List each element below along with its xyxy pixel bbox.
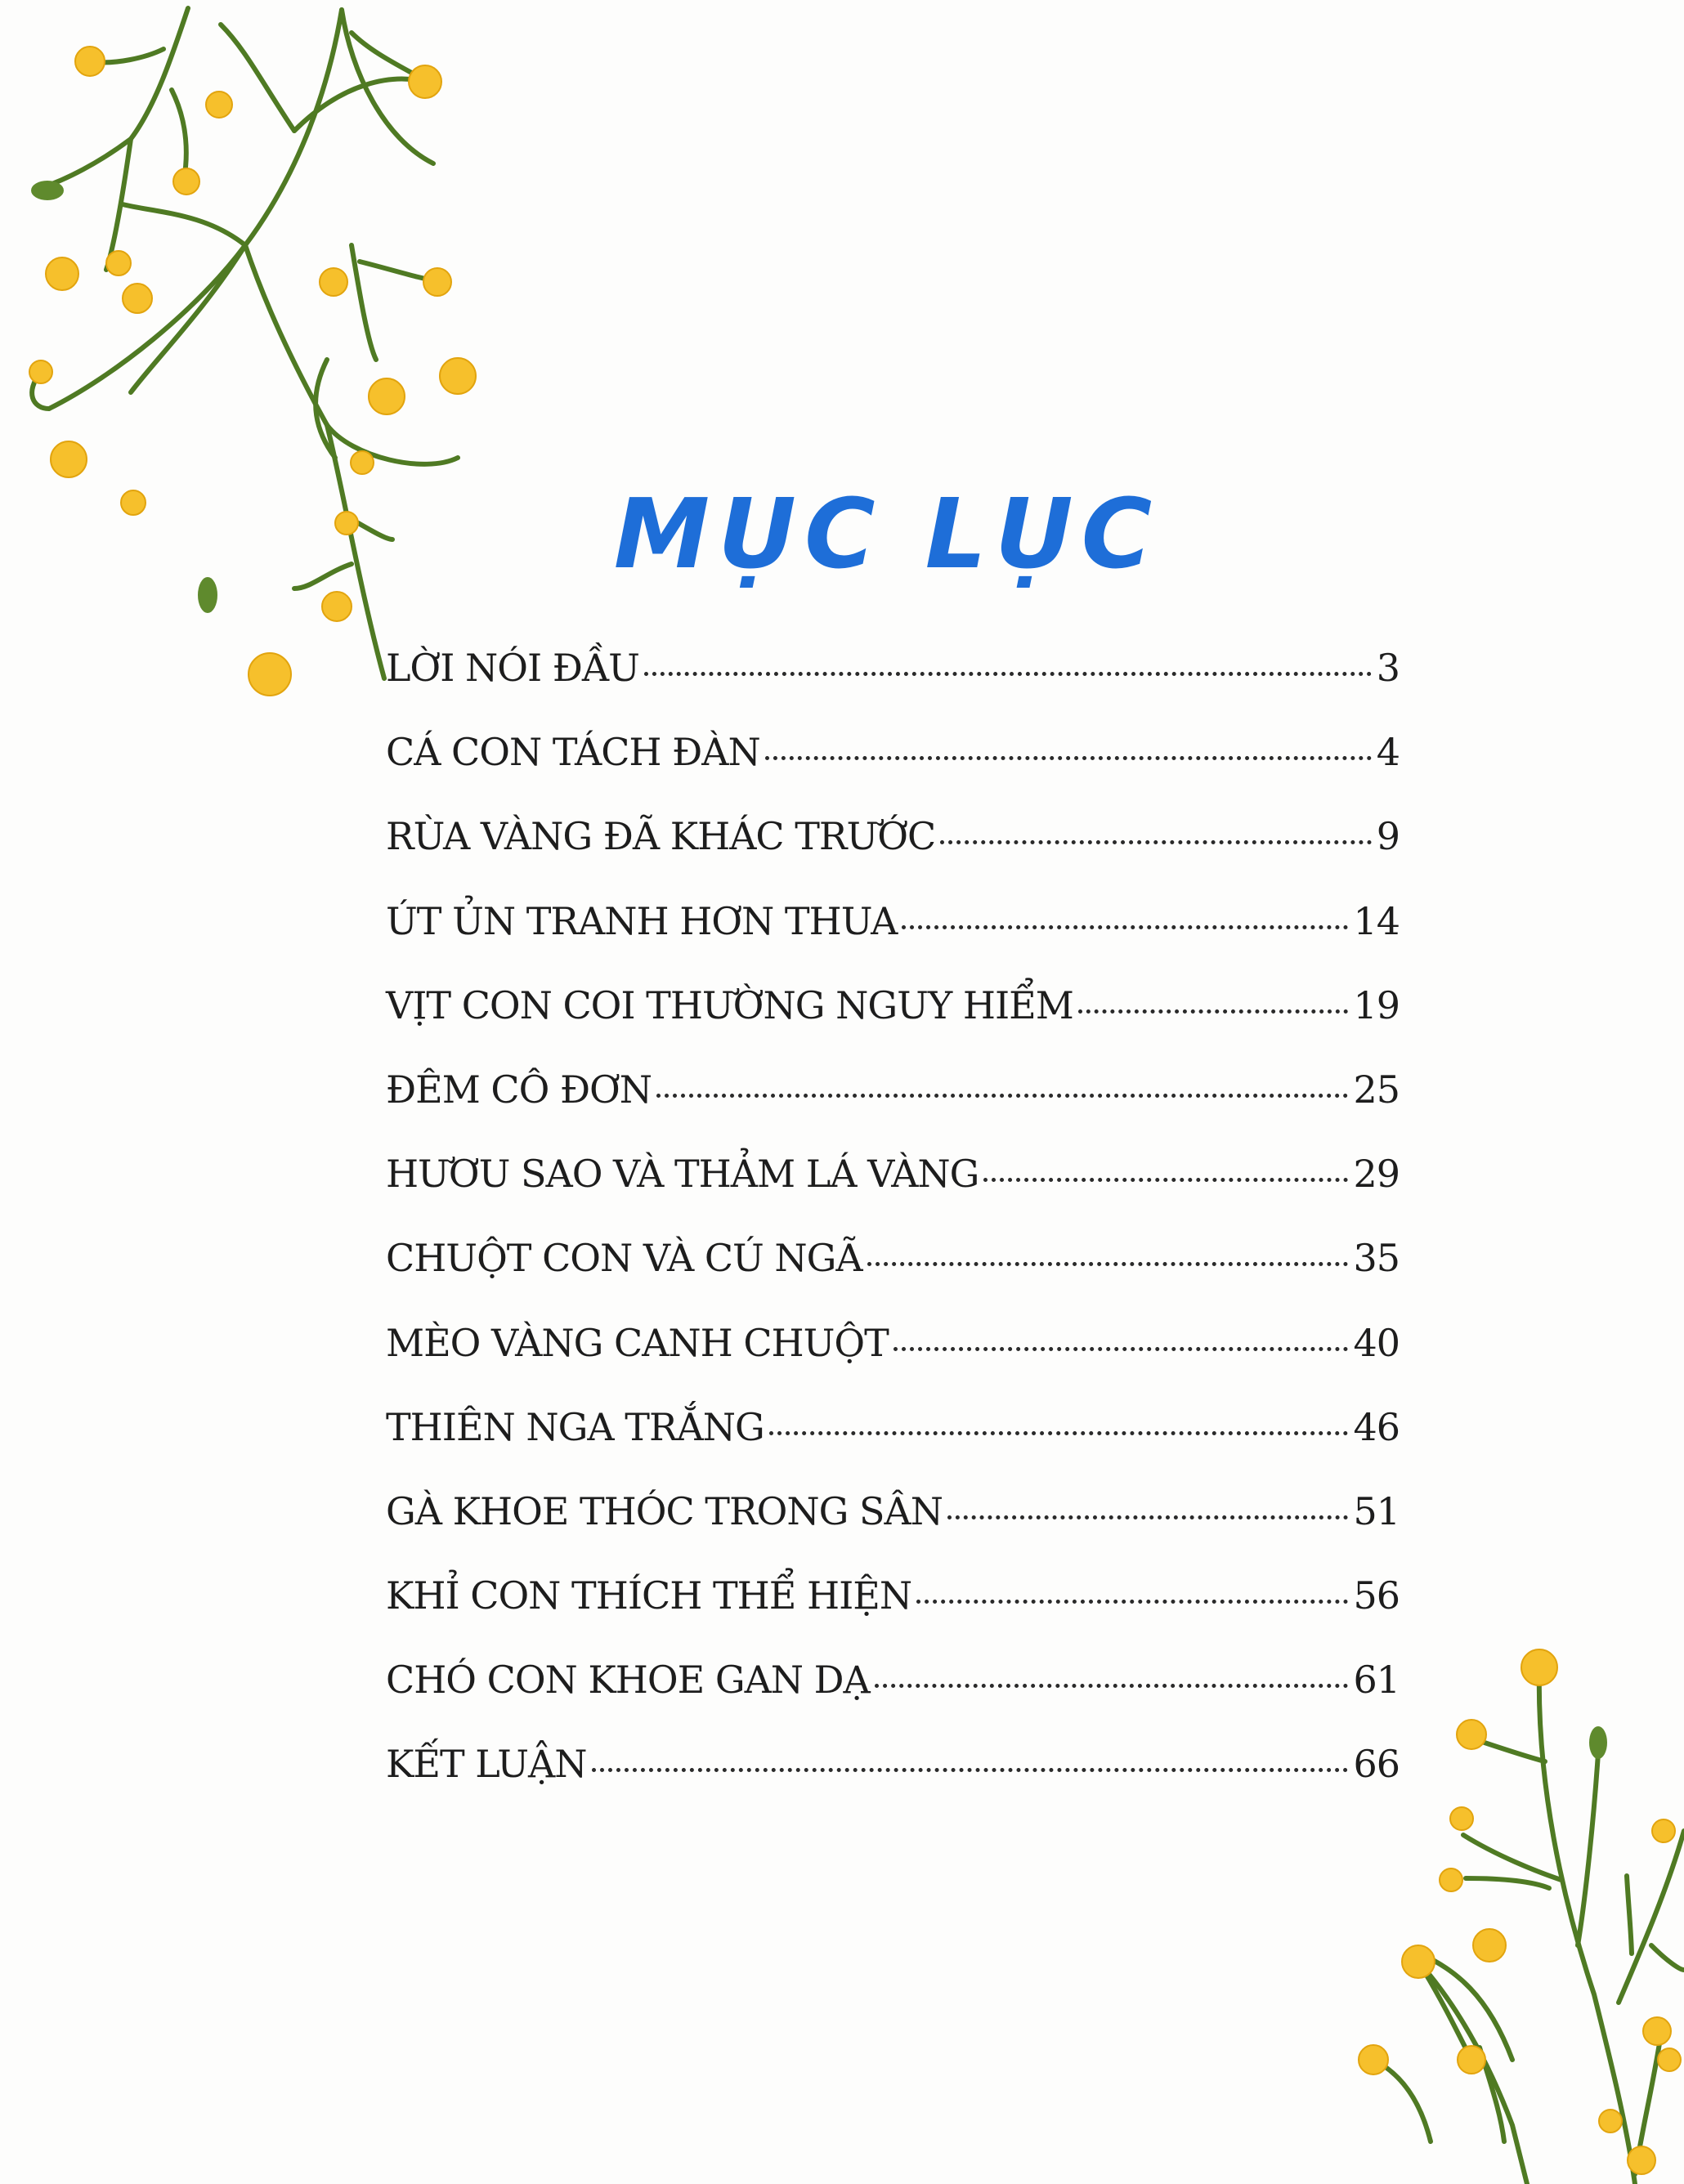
toc-entry-title: ÚT ỦN TRANH HƠN THUA: [386, 898, 898, 943]
toc-entry[interactable]: [386, 1152, 1400, 1236]
dot-leader: [940, 840, 1371, 844]
flower-icon: [409, 65, 441, 98]
toc-entry-title: CHÓ CON KHOE GAN DẠ: [386, 1658, 870, 1703]
toc-entry-title: LỜI NÓI ĐẦU: [386, 646, 639, 690]
flower-icon: [1450, 1807, 1473, 1830]
page-title: MỤC LỤC: [613, 477, 1161, 591]
toc-entry-title: CÁ CON TÁCH ĐÀN: [386, 730, 760, 775]
toc-page-number: 61: [1353, 1658, 1400, 1703]
toc-page-number: 19: [1353, 982, 1400, 1027]
toc-entry-title: VỊT CON COI THƯỜNG NGUY HIỂM: [386, 982, 1073, 1027]
flower-icon: [440, 358, 476, 394]
flower-icon: [423, 268, 451, 296]
toc-entry-title: THIÊN NGA TRẮNG: [386, 1404, 764, 1449]
toc-entry[interactable]: [386, 1405, 1400, 1489]
flower-icon: [1643, 2017, 1671, 2045]
flower-icon: [351, 451, 374, 474]
toc-page-number: 46: [1353, 1404, 1400, 1449]
dot-leader: [983, 1178, 1348, 1182]
dot-leader: [592, 1768, 1349, 1772]
flower-icon: [51, 441, 87, 477]
flower-icon: [75, 47, 105, 76]
table-of-contents: [386, 646, 1400, 1827]
dot-leader: [875, 1684, 1349, 1688]
toc-page-number: 3: [1376, 646, 1400, 690]
toc-entry[interactable]: [386, 1573, 1400, 1658]
flower-icon: [320, 268, 347, 296]
toc-page-number: 29: [1353, 1152, 1400, 1197]
toc-entry[interactable]: [386, 1489, 1400, 1573]
dot-leader: [656, 1094, 1348, 1098]
flower-icon: [1652, 1819, 1675, 1842]
toc-entry-title: MÈO VÀNG CANH CHUỘT: [386, 1320, 889, 1365]
flower-icon: [173, 168, 199, 195]
toc-entry[interactable]: [386, 814, 1400, 898]
toc-page-number: 66: [1353, 1742, 1400, 1787]
toc-entry[interactable]: [386, 730, 1400, 814]
flower-icon: [106, 251, 131, 275]
toc-entry[interactable]: [386, 1658, 1400, 1742]
toc-page-number: 25: [1353, 1067, 1400, 1112]
flower-icon: [1402, 1945, 1435, 1978]
flower-icon: [1458, 2046, 1485, 2074]
toc-entry[interactable]: [386, 899, 1400, 983]
dot-leader: [644, 672, 1372, 676]
flower-icon: [249, 653, 291, 696]
dot-leader: [902, 925, 1348, 929]
bud-icon: [31, 181, 64, 200]
dot-leader: [769, 1431, 1349, 1435]
toc-page-number: 14: [1353, 898, 1400, 943]
toc-entry-title: GÀ KHOE THÓC TRONG SÂN: [386, 1488, 943, 1533]
flower-branch-top-left: [0, 0, 523, 719]
flower-icon: [1473, 1929, 1506, 1962]
toc-entry[interactable]: [386, 983, 1400, 1067]
dot-leader: [867, 1262, 1349, 1266]
toc-entry-title: KHỈ CON THÍCH THỂ HIỆN: [386, 1573, 912, 1618]
flower-icon: [1521, 1649, 1557, 1685]
dot-leader: [765, 756, 1372, 760]
dot-leader: [916, 1600, 1348, 1604]
flower-icon: [322, 592, 352, 621]
toc-page-number: 4: [1376, 730, 1400, 775]
toc-entry-title: ĐÊM CÔ ĐƠN: [386, 1067, 652, 1112]
flower-icon: [46, 257, 78, 290]
dot-leader: [1078, 1009, 1349, 1014]
toc-entry-title: RÙA VÀNG ĐÃ KHÁC TRƯỚC: [386, 814, 936, 859]
toc-page-number: 56: [1353, 1573, 1400, 1618]
flower-icon: [29, 360, 52, 383]
flower-icon: [206, 92, 232, 118]
toc-entry[interactable]: [386, 1236, 1400, 1320]
flower-icon: [1658, 2048, 1681, 2071]
toc-entry-title: HƯƠU SAO VÀ THẢM LÁ VÀNG: [386, 1152, 979, 1197]
toc-page-number: 9: [1376, 814, 1400, 859]
toc-entry[interactable]: [386, 1067, 1400, 1152]
toc-entry[interactable]: [386, 646, 1400, 730]
toc-entry[interactable]: [386, 1321, 1400, 1405]
flower-icon: [1359, 2045, 1388, 2074]
toc-page-number: 40: [1353, 1320, 1400, 1365]
toc-entry-title: CHUỘT CON VÀ CÚ NGÃ: [386, 1236, 862, 1281]
bud-icon: [1589, 1726, 1607, 1759]
toc-entry-title: KẾT LUẬN: [386, 1742, 587, 1787]
dot-leader: [947, 1515, 1349, 1519]
flower-icon: [123, 284, 152, 313]
flower-icon: [1599, 2110, 1622, 2133]
toc-page-number: 35: [1353, 1236, 1400, 1281]
bud-icon: [198, 577, 217, 613]
dot-leader: [894, 1347, 1349, 1351]
flower-icon: [1440, 1868, 1462, 1891]
toc-page-number: 51: [1353, 1488, 1400, 1533]
flower-icon: [369, 378, 405, 414]
flower-icon: [1628, 2146, 1655, 2174]
flower-icon: [1457, 1720, 1486, 1749]
toc-entry[interactable]: [386, 1742, 1400, 1826]
